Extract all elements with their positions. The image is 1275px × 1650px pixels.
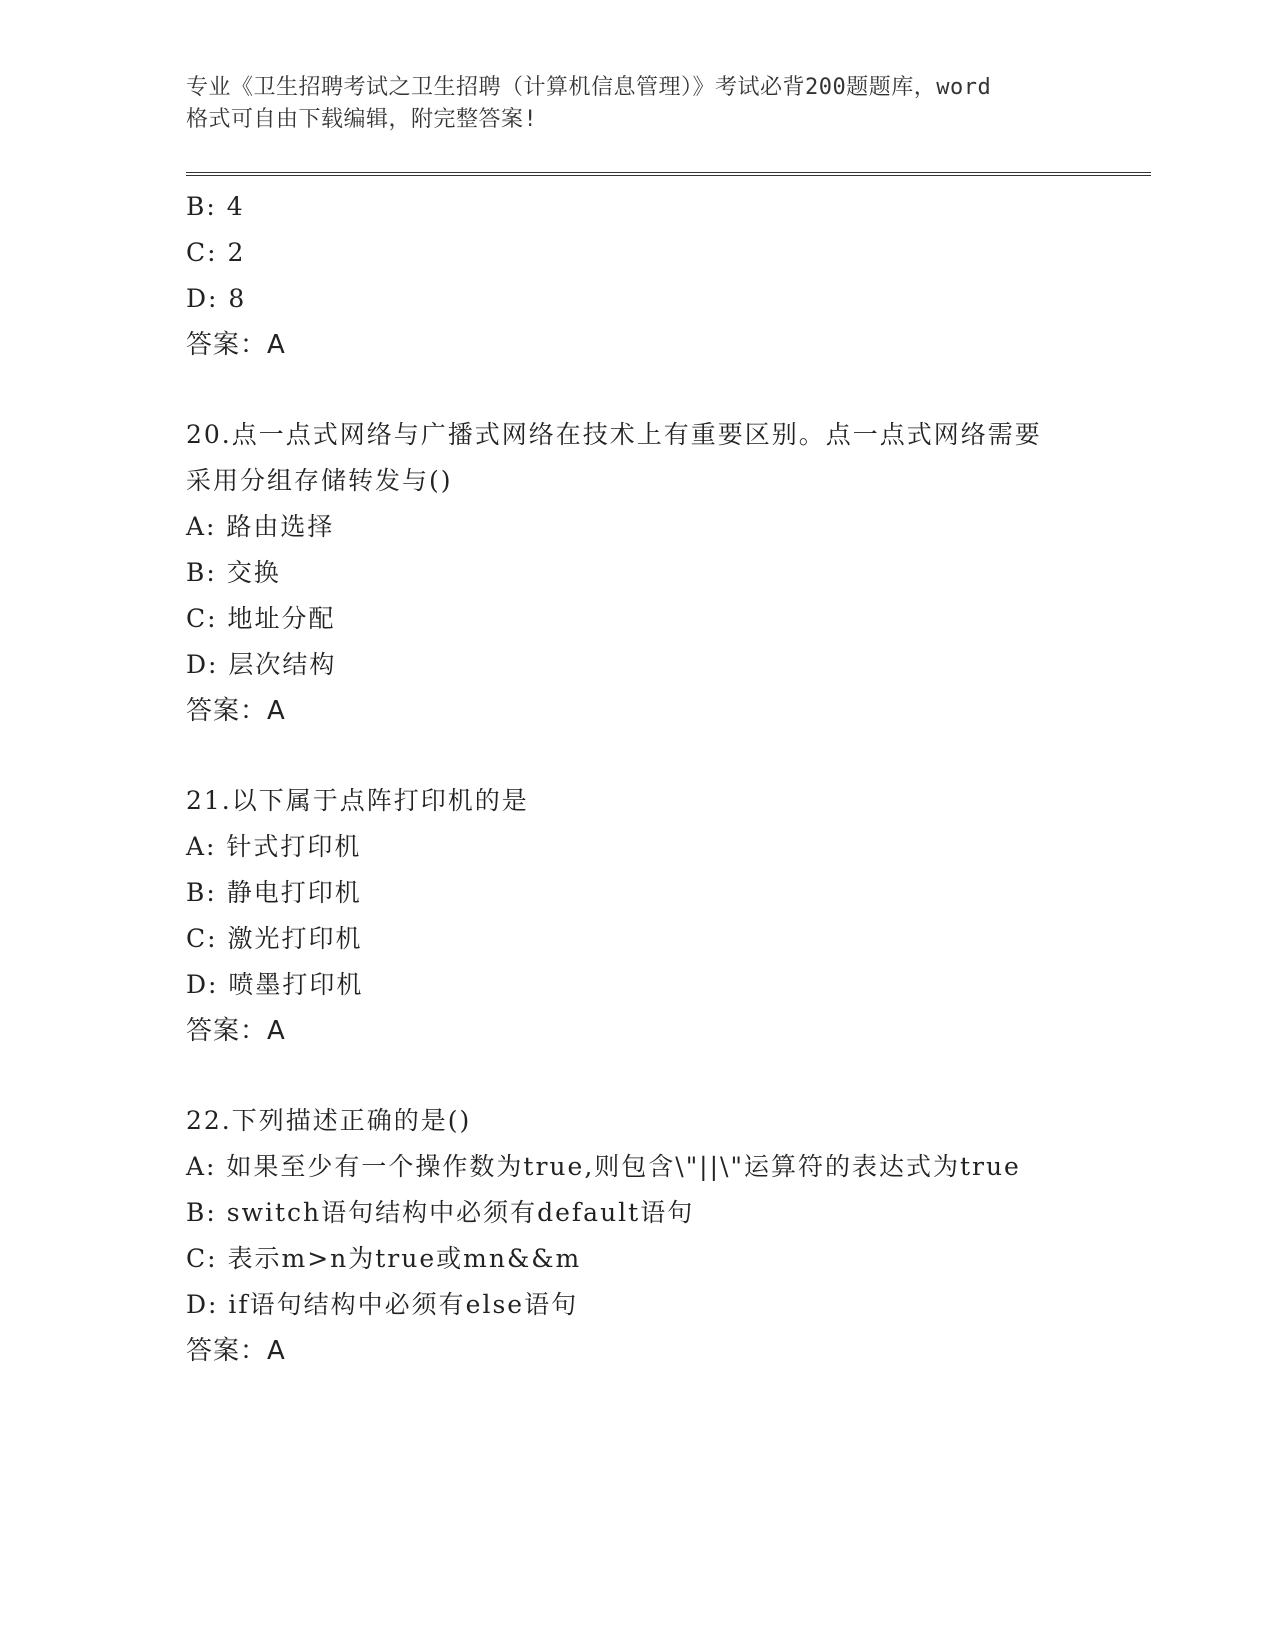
document-header bbox=[186, 72, 1086, 136]
question-list bbox=[186, 184, 1151, 1374]
option-d: D: 喷墨打印机 bbox=[186, 970, 364, 999]
answer-line: 答案：A bbox=[186, 1336, 286, 1366]
answer-line: 答案：A bbox=[186, 330, 286, 360]
option-d: D: 8 bbox=[186, 284, 247, 313]
option-c: C: 激光打印机 bbox=[186, 924, 363, 953]
option-d: D: if语句结构中必须有else语句 bbox=[186, 1290, 579, 1319]
option-a: A: 针式打印机 bbox=[186, 832, 362, 861]
option-b: B: 静电打印机 bbox=[186, 878, 362, 907]
header-line-1: 专业《卫生招聘考试之卫生招聘（计算机信息管理）》考试必背200题题库，word bbox=[186, 75, 992, 100]
option-b: B: 交换 bbox=[186, 558, 281, 587]
option-c: C: 地址分配 bbox=[186, 604, 336, 633]
question-20 bbox=[186, 412, 1151, 734]
option-c: C: 2 bbox=[186, 238, 246, 267]
question-stem: 21.以下属于点阵打印机的是 bbox=[186, 786, 529, 815]
question-stem: 22.下列描述正确的是() bbox=[186, 1106, 472, 1135]
document-page bbox=[186, 72, 1151, 1374]
question-21 bbox=[186, 778, 1151, 1054]
question-stem: 20.点一点式网络与广播式网络在技术上有重要区别。点一点式网络需要采用分组存储转发与() bbox=[186, 420, 1042, 495]
answer-line: 答案：A bbox=[186, 1016, 286, 1046]
answer-line: 答案：A bbox=[186, 696, 286, 726]
header-divider bbox=[186, 172, 1151, 176]
option-c: C: 表示m>n为true或mn&&m bbox=[186, 1244, 582, 1273]
option-a: A: 路由选择 bbox=[186, 512, 335, 541]
option-a: A: 如果至少有一个操作数为true,则包含\"||\"运算符的表达式为true bbox=[186, 1152, 1021, 1181]
option-b: B: 4 bbox=[186, 192, 245, 221]
option-b: B: switch语句结构中必须有default语句 bbox=[186, 1198, 695, 1227]
option-d: D: 层次结构 bbox=[186, 650, 337, 679]
header-line-2: 格式可自由下载编辑，附完整答案! bbox=[186, 107, 538, 132]
question-19-tail bbox=[186, 184, 1151, 368]
question-22 bbox=[186, 1098, 1151, 1374]
